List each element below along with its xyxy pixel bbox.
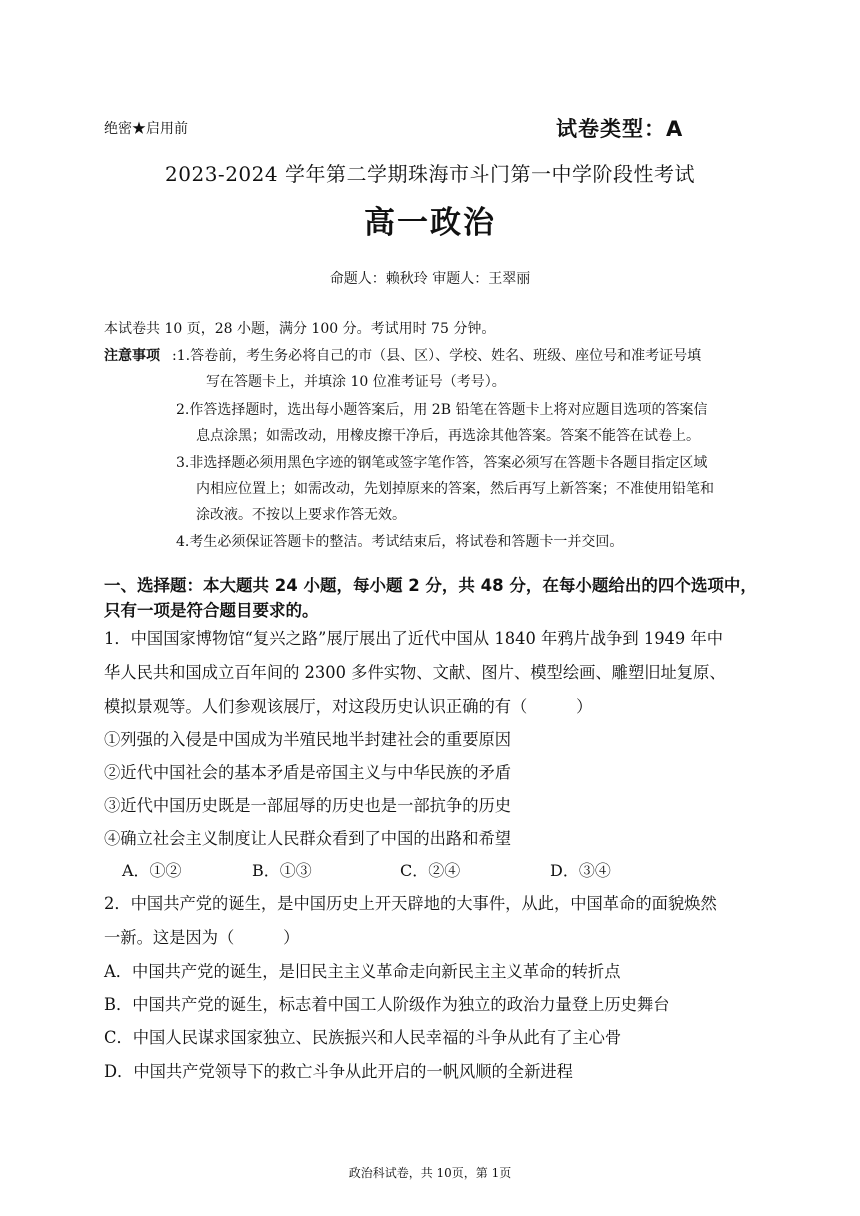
question-2-option-c: C．中国人民谋求国家独立、民族振兴和人民幸福的斗争从此有了主心骨 [104,1028,622,1047]
paper-type: 试卷类型：A [556,117,684,141]
section-heading: 一、选择题：本大题共 24 小题，每小题 2 分，共 48 分，在每小题给出的四个选项中， [104,576,757,595]
option-b: B．①③ [252,861,312,880]
question-2-stem: 一新。这是因为（ ） [104,928,300,947]
question-1-statement: ④确立社会主义制度让人民群众看到了中国的出路和希望 [104,829,512,848]
notes-heading: 注意事项 [104,348,160,364]
authors-line: 命题人：赖秋玲 审题人：王翠丽 [329,271,531,287]
note-line: 内相应位置上；如需改动，先划掉原来的答案，然后再写上新答案；不准使用铅笔和 [196,481,714,497]
section-heading-cont: 只有一项是符合题目要求的。 [104,601,319,620]
question-1-stem: 华人民共和国成立百年间的 2300 多件实物、文献、图片、模型绘画、雕塑旧址复原、 [104,663,726,682]
exam-info: 本试卷共 10 页，28 小题，满分 100 分。考试用时 75 分钟。 [104,321,496,337]
note-line: 4.考生必须保证答题卡的整洁。考试结束后，将试卷和答题卡一并交回。 [176,534,624,550]
option-d: D．③④ [550,861,611,880]
note-line: 息点涂黑；如需改动，用橡皮擦干净后，再选涂其他答案。答案不能答在试卷上。 [196,428,700,444]
note-line: :1.答卷前，考生务必将自己的市（县、区）、学校、姓名、班级、座位号和准考证号填 [172,348,702,364]
question-1-statement: ②近代中国社会的基本矛盾是帝国主义与中华民族的矛盾 [104,763,512,782]
question-2-stem: 2．中国共产党的诞生，是中国历史上开天辟地的大事件，从此，中国革命的面貌焕然 [104,894,717,913]
subject-title: 高一政治 [364,205,496,241]
question-1-stem: 模拟景观等。人们参观该展厅，对这段历史认识正确的有（ ） [104,697,593,716]
question-1-options [122,858,682,882]
secret-mark: 绝密★启用前 [104,121,188,137]
note-line: 2.作答选择题时，选出每小题答案后，用 2B 铅笔在答题卡上将对应题目选项的答案信 [176,402,708,418]
question-1-statement: ①列强的入侵是中国成为半殖民地半封建社会的重要原因 [104,730,512,749]
exam-title: 2023-2024 学年第二学期珠海市斗门第一中学阶段性考试 [165,162,695,186]
page-footer: 政治科试卷，共 10页，第 1页 [348,1166,512,1180]
note-line: 写在答题卡上，并填涂 10 位准考证号（考号）。 [206,374,506,390]
question-2-option-d: D．中国共产党领导下的救亡斗争从此开启的一帆风顺的全新进程 [104,1062,573,1081]
question-1-stem: 1．中国国家博物馆“复兴之路”展厅展出了近代中国从 1840 年鸦片战争到 1949 年中 [104,629,724,648]
question-2-option-a: A．中国共产党的诞生，是旧民主主义革命走向新民主主义革命的转折点 [104,962,621,981]
question-2-option-b: B．中国共产党的诞生，标志着中国工人阶级作为独立的政治力量登上历史舞台 [104,995,670,1014]
option-c: C．②④ [400,861,461,880]
note-line: 涂改液。不按以上要求作答无效。 [196,507,406,523]
note-line: 3.非选择题必须用黑色字迹的钢笔或签字笔作答，答案必须写在答题卡各题目指定区域 [176,455,708,471]
option-a: A．①② [122,861,182,880]
question-1-statement: ③近代中国历史既是一部屈辱的历史也是一部抗争的历史 [104,796,512,815]
